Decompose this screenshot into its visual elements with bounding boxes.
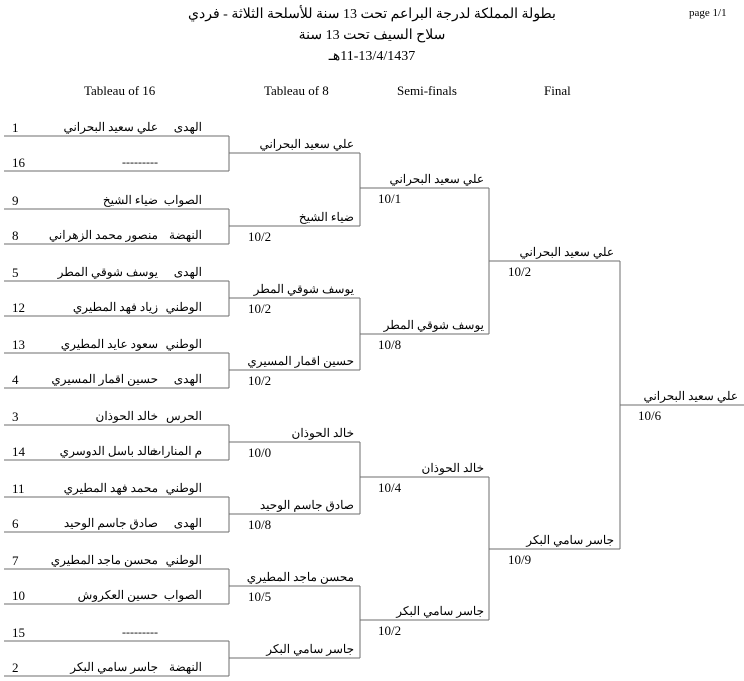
seed-number: 14: [12, 444, 25, 459]
seed-number: 8: [12, 228, 19, 243]
fencer-name: جاسر سامي البكر: [70, 660, 158, 674]
fencer-name: علي سعيد البحراني: [63, 120, 158, 134]
club-name: الوطني: [165, 337, 202, 351]
seed-number: 5: [12, 265, 19, 280]
fencer-name: علي سعيد البحراني: [389, 172, 484, 186]
seed-number: 11: [12, 481, 25, 496]
fencer-name: صادق جاسم الوحيد: [259, 498, 354, 512]
round-header-t16: Tableau of 16: [84, 83, 156, 98]
seed-number: 7: [12, 553, 19, 568]
seed-number: 1: [12, 120, 19, 135]
club-name: الصواب: [163, 193, 202, 207]
fencer-name: علي سعيد البحراني: [259, 137, 354, 151]
seed-number: 2: [12, 660, 19, 675]
seed-number: 15: [12, 625, 25, 640]
fencer-name: منصور محمد الزهراني: [48, 228, 158, 242]
document-subtitle: سلاح السيف تحت 13 سنة: [298, 28, 446, 43]
fencer-name: خالد باسل الدوسري: [59, 444, 158, 458]
seed-number: 10: [12, 588, 25, 603]
round-header-t8: Tableau of 8: [264, 83, 329, 98]
club-name: الوطني: [165, 481, 202, 495]
club-name: م المنارات: [149, 444, 202, 458]
fencer-name: ---------: [122, 155, 158, 169]
fencer-name: محمد فهد المطيري: [63, 481, 158, 495]
bout-score: 10/5: [248, 589, 272, 604]
fencer-name: زياد فهد المطيري: [72, 300, 158, 314]
fencer-name: ضياء الشيخ: [102, 193, 158, 207]
club-name: الصواب: [163, 588, 202, 602]
fencer-name: جاسر سامي البكر: [396, 604, 484, 618]
club-name: الوطني: [165, 300, 202, 314]
club-name: الوطني: [165, 553, 202, 567]
bout-score: 10/8: [248, 517, 272, 532]
page-number: page 1/1: [689, 7, 727, 19]
fencer-name: خالد الحوذان: [421, 461, 484, 475]
document-date: 11-13/4/1437هـ: [328, 49, 416, 64]
bout-score: 10/2: [378, 623, 402, 638]
bout-score: 10/2: [508, 264, 532, 279]
seed-number: 4: [12, 372, 19, 387]
seed-number: 9: [12, 193, 19, 208]
club-name: النهضة: [169, 660, 202, 674]
fencer-name: جاسر سامي البكر: [526, 533, 614, 547]
club-name: الهدى: [173, 516, 202, 530]
round-header-semi: Semi-finals: [397, 83, 457, 98]
seed-number: 13: [12, 337, 25, 352]
fencer-name: حسين اقمار المسيري: [51, 372, 158, 386]
seed-number: 12: [12, 300, 25, 315]
fencer-name: يوسف شوقي المطر: [57, 265, 158, 279]
fencer-name: محسن ماجد المطيري: [246, 570, 354, 584]
bout-score: 10/0: [248, 445, 272, 460]
bout-score: 10/9: [508, 552, 532, 567]
fencer-name: خالد الحوذان: [95, 409, 158, 423]
seed-number: 6: [12, 516, 19, 531]
bout-score: 10/8: [378, 337, 402, 352]
bout-score: 10/4: [378, 480, 402, 495]
fencer-name: جاسر سامي البكر: [266, 642, 354, 656]
bout-score: 10/1: [378, 191, 402, 206]
fencer-name: يوسف شوقي المطر: [383, 318, 484, 332]
fencer-name: علي سعيد البحراني: [519, 245, 614, 259]
club-name: الهدى: [173, 120, 202, 134]
club-name: الهدى: [173, 265, 202, 279]
fencer-name: سعود عايد المطيري: [60, 337, 158, 351]
fencer-name: حسين العكروش: [77, 588, 158, 602]
fencer-name: خالد الحوذان: [291, 426, 354, 440]
bout-score: 10/2: [248, 229, 272, 244]
champion-name: علي سعيد البحراني: [643, 389, 738, 403]
champion-score: 10/6: [638, 408, 662, 423]
fencer-name: محسن ماجد المطيري: [50, 553, 158, 567]
seed-number: 3: [12, 409, 19, 424]
fencer-name: ---------: [122, 625, 158, 639]
bout-score: 10/2: [248, 301, 272, 316]
fencer-name: ضياء الشيخ: [298, 210, 354, 224]
round-header-final: Final: [544, 83, 571, 98]
fencer-name: حسين اقمار المسيري: [247, 354, 354, 368]
fencer-name: صادق جاسم الوحيد: [63, 516, 158, 530]
fencer-name: يوسف شوقي المطر: [253, 282, 354, 296]
club-name: الهدى: [173, 372, 202, 386]
seed-number: 16: [12, 155, 25, 170]
document-title: بطولة المملكة لدرجة البراعم تحت 13 سنة للأسلحة الثلاثة - فردي: [188, 7, 556, 22]
club-name: الحرس: [165, 409, 202, 423]
bout-score: 10/2: [248, 373, 272, 388]
club-name: النهضة: [169, 228, 202, 242]
